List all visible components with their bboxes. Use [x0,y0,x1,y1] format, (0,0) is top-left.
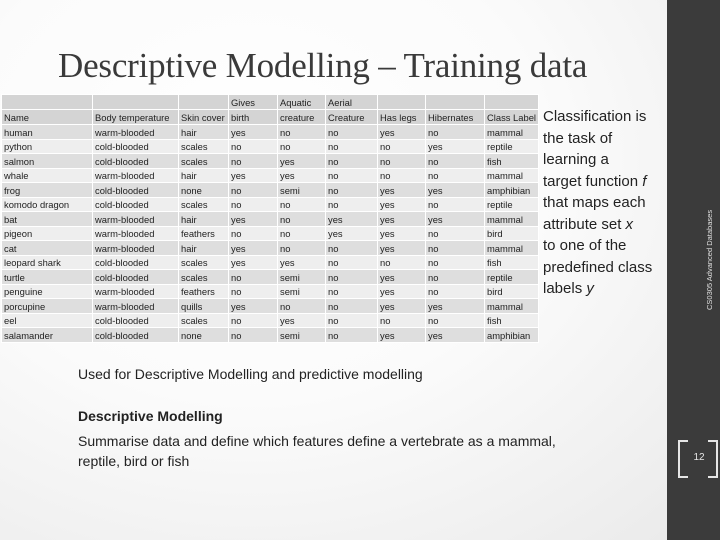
table-cell: mammal [485,212,539,227]
table-cell: no [229,313,278,328]
table-cell: no [278,241,326,256]
table-cell: Has legs [378,110,426,125]
definition-line: Classification is [543,108,647,125]
table-cell [2,95,93,110]
table-cell: hair [179,168,229,183]
table-cell: cold-blooded [93,313,179,328]
table-body [2,95,539,343]
table-cell: warm-blooded [93,212,179,227]
table-cell: yes [378,270,426,285]
table-cell: none [179,328,229,343]
table-cell: yes [229,168,278,183]
table-cell: creature [278,110,326,125]
table-cell: yes [378,299,426,314]
table-row [2,284,539,299]
left-bracket-icon [678,440,688,478]
table-row [2,299,539,314]
table-cell: no [326,299,378,314]
page-number-badge [678,440,718,476]
table-cell: no [229,328,278,343]
table-cell: no [229,270,278,285]
table-cell: yes [278,168,326,183]
table-cell: cold-blooded [93,197,179,212]
table-cell: yes [229,212,278,227]
table-cell: no [326,125,378,140]
table-row [2,255,539,270]
table-cell: salmon [2,154,93,169]
table-cell: no [426,125,485,140]
usage-note: Used for Descriptive Modelling and predictive modelling [78,366,423,382]
table-cell: no [426,154,485,169]
table-cell: yes [378,226,426,241]
table-cell: no [326,241,378,256]
table-cell: yes [426,299,485,314]
table-cell: no [378,168,426,183]
table-cell: no [278,125,326,140]
table-cell: reptile [485,139,539,154]
table-row [2,168,539,183]
table-cell: human [2,125,93,140]
table-cell: no [278,197,326,212]
table-cell: Aquatic [278,95,326,110]
table-cell: feathers [179,284,229,299]
table-cell: scales [179,139,229,154]
table-cell: mammal [485,125,539,140]
table-cell: no [426,241,485,256]
table-cell: Body temperature [93,110,179,125]
table-cell: scales [179,313,229,328]
table-cell: yes [229,241,278,256]
table-cell: no [229,226,278,241]
table-cell: semi [278,284,326,299]
table-cell: yes [378,328,426,343]
table-cell: Skin cover [179,110,229,125]
table-row [2,212,539,227]
table-cell: amphibian [485,328,539,343]
table-cell: no [326,328,378,343]
table-cell: no [326,168,378,183]
table-cell [93,95,179,110]
table-cell [179,95,229,110]
table-cell: hair [179,241,229,256]
table-cell: yes [278,154,326,169]
table-cell: scales [179,197,229,212]
table-cell: eel [2,313,93,328]
table-cell: no [326,139,378,154]
table-cell: yes [278,255,326,270]
table-row [2,226,539,241]
table-cell: cat [2,241,93,256]
table-cell: no [326,197,378,212]
table-cell: no [426,255,485,270]
table-cell: no [229,139,278,154]
table-cell: yes [229,255,278,270]
table-cell: yes [229,125,278,140]
table-cell: no [378,313,426,328]
table-cell: reptile [485,270,539,285]
table-cell: semi [278,270,326,285]
table-cell: no [229,154,278,169]
table-cell [485,95,539,110]
table-cell: no [326,255,378,270]
table-cell: no [326,284,378,299]
training-data-table [1,94,539,343]
table-row [2,313,539,328]
table-cell: Aerial [326,95,378,110]
table-cell: reptile [485,197,539,212]
table-cell: no [278,212,326,227]
table-header-row-top [2,95,539,110]
table-cell: no [326,154,378,169]
table-cell: fish [485,255,539,270]
page-number: 12 [693,452,705,463]
definition-line: labels y [543,280,594,297]
definition-line: to one of the [543,237,627,254]
table-cell: yes [278,313,326,328]
table-cell: yes [426,212,485,227]
table-cell: mammal [485,241,539,256]
table-cell: no [426,226,485,241]
table-row [2,241,539,256]
table-cell: penguine [2,284,93,299]
table-row [2,197,539,212]
table-cell: semi [278,328,326,343]
table-cell: yes [378,183,426,198]
table-cell: python [2,139,93,154]
table-cell: no [326,183,378,198]
table-cell: no [426,168,485,183]
descriptive-modelling-description: Summarise data and define which features define a vertebrate as a mammal, reptile, bird or fish [78,433,556,469]
course-label: CS0305 Advanced Databases [705,209,714,310]
table-cell: pigeon [2,226,93,241]
table-cell: fish [485,154,539,169]
table-cell: yes [426,139,485,154]
table-cell: warm-blooded [93,168,179,183]
table-cell: no [378,154,426,169]
table-cell: feathers [179,226,229,241]
table-cell: yes [378,284,426,299]
table-cell: no [378,255,426,270]
table-cell: no [278,299,326,314]
table-row [2,328,539,343]
table-cell: yes [426,183,485,198]
table-cell: no [326,270,378,285]
table-cell: no [378,139,426,154]
table-cell: no [426,197,485,212]
table-cell: Gives [229,95,278,110]
table-cell: cold-blooded [93,139,179,154]
table-cell: Class Label [485,110,539,125]
table-row [2,154,539,169]
table-cell: scales [179,255,229,270]
table-cell: scales [179,270,229,285]
table-cell: Hibernates [426,110,485,125]
table-cell: whale [2,168,93,183]
table-cell: no [426,284,485,299]
definition-line: that maps each [543,194,646,211]
table-cell: no [426,270,485,285]
table-cell: yes [378,197,426,212]
classification-definition [543,106,668,300]
table-cell: no [229,183,278,198]
table-cell: turtle [2,270,93,285]
table-cell: quills [179,299,229,314]
table-cell: birth [229,110,278,125]
table-cell: warm-blooded [93,299,179,314]
table-cell [426,95,485,110]
table-cell: Creature [326,110,378,125]
table-cell: yes [378,241,426,256]
table-cell: yes [326,226,378,241]
table-cell: no [229,197,278,212]
table-cell: cold-blooded [93,154,179,169]
table-cell: cold-blooded [93,255,179,270]
descriptive-modelling-heading: Descriptive Modelling [78,408,223,424]
table-cell: hair [179,125,229,140]
table-cell: porcupine [2,299,93,314]
table-cell: yes [378,125,426,140]
table-cell: no [229,284,278,299]
table-cell: warm-blooded [93,241,179,256]
table-header-row [2,110,539,125]
table-cell: Name [2,110,93,125]
table-cell [378,95,426,110]
table-cell: fish [485,313,539,328]
table-cell: amphibian [485,183,539,198]
table-cell: hair [179,212,229,227]
table-cell: leopard shark [2,255,93,270]
table-cell: mammal [485,168,539,183]
table-cell: bird [485,226,539,241]
table-cell: no [326,313,378,328]
table-cell: none [179,183,229,198]
definition-line: predefined class [543,258,653,276]
definition-line: learning a [543,151,609,168]
table-cell: warm-blooded [93,226,179,241]
table-row [2,183,539,198]
table-cell: frog [2,183,93,198]
table-cell: warm-blooded [93,125,179,140]
table-cell: salamander [2,328,93,343]
table-cell: yes [229,299,278,314]
table-cell: no [278,226,326,241]
table-cell: bat [2,212,93,227]
table-cell: cold-blooded [93,270,179,285]
table-cell: bird [485,284,539,299]
table-cell: semi [278,183,326,198]
table-cell: cold-blooded [93,328,179,343]
table-cell: no [278,139,326,154]
table-cell: yes [378,212,426,227]
table-row [2,125,539,140]
table-cell: warm-blooded [93,284,179,299]
table-cell: yes [426,328,485,343]
table-cell: mammal [485,299,539,314]
table-cell: yes [326,212,378,227]
table-row [2,139,539,154]
definition-line: target function f [543,172,647,190]
table-cell: cold-blooded [93,183,179,198]
table-cell: no [426,313,485,328]
table-row [2,270,539,285]
table-cell: scales [179,154,229,169]
slide-title: Descriptive Modelling – Training data [58,46,588,85]
definition-line: the task of [543,129,613,147]
table-cell: komodo dragon [2,197,93,212]
definition-line: attribute set x [543,215,634,233]
